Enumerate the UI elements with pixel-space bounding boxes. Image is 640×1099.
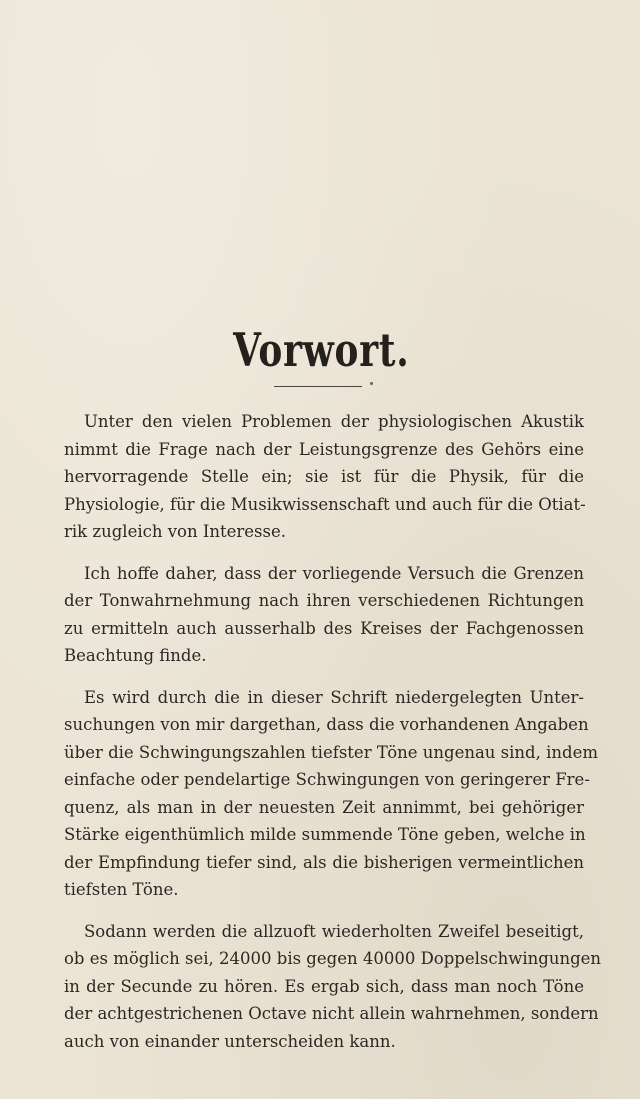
text-line: Ich hoffe daher, dass der vorliegende Versuch die Grenzen — [84, 563, 584, 583]
paragraph-2 — [64, 560, 584, 670]
text-line: über die Schwingungszahlen tiefster Töne ungenau sind, indem — [64, 742, 598, 762]
text-line: der Empfindung tiefer sind, als die bisherigen vermeintlichen — [64, 852, 584, 872]
text-line: in der Secunde zu hören. Es ergab sich, dass man noch Töne — [64, 976, 584, 996]
text-line: suchungen von mir dargethan, dass die vorhandenen Angaben — [64, 715, 589, 734]
text-line: ob es möglich sei, 24000 bis gegen 40000 Doppelschwingungen — [64, 949, 602, 968]
text-line: Sodann werden die allzuoft wiederholten Zweifel beseitigt, — [84, 921, 584, 941]
text-line: einfache oder pendelartige Schwingungen von geringerer Fre- — [64, 770, 590, 789]
text-line: zu ermitteln auch ausserhalb des Kreises der Fachgenossen — [64, 618, 584, 638]
rule-ornament-dot — [370, 382, 373, 385]
body-text — [64, 408, 602, 1069]
text-line: Beachtung finde. — [64, 646, 207, 665]
text-line: tiefsten Töne. — [64, 880, 179, 899]
text-line: Es wird durch die in dieser Schrift niedergelegten Unter- — [84, 687, 584, 707]
text-line: rik zugleich von Interesse. — [64, 522, 286, 541]
text-line: Stärke eigenthümlich milde summende Töne geben, welche in — [64, 825, 586, 844]
text-line: nimmt die Frage nach der Leistungsgrenze des Gehörs eine — [64, 439, 584, 459]
text-line: der achtgestrichenen Octave nicht allein wahrnehmen, sondern — [64, 1004, 599, 1023]
paragraph-3 — [64, 684, 598, 904]
text-line: hervorragende Stelle ein; sie ist für die Physik, für die — [64, 467, 584, 486]
paragraph-4 — [64, 918, 602, 1056]
text-line: Unter den vielen Problemen der physiologischen Akustik — [84, 412, 584, 431]
text-line: Physiologie, für die Musikwissenschaft und auch für die Otiat- — [64, 494, 586, 514]
paragraph-1 — [64, 408, 584, 546]
text-line: auch von einander unterscheiden kann. — [64, 1031, 396, 1051]
text-line: der Tonwahrnehmung nach ihren verschiedenen Richtungen — [64, 591, 584, 610]
text-line: quenz, als man in der neuesten Zeit annimmt, bei gehöriger — [64, 797, 584, 817]
title-rule — [274, 386, 362, 387]
page-title: Vorwort. — [233, 323, 410, 377]
